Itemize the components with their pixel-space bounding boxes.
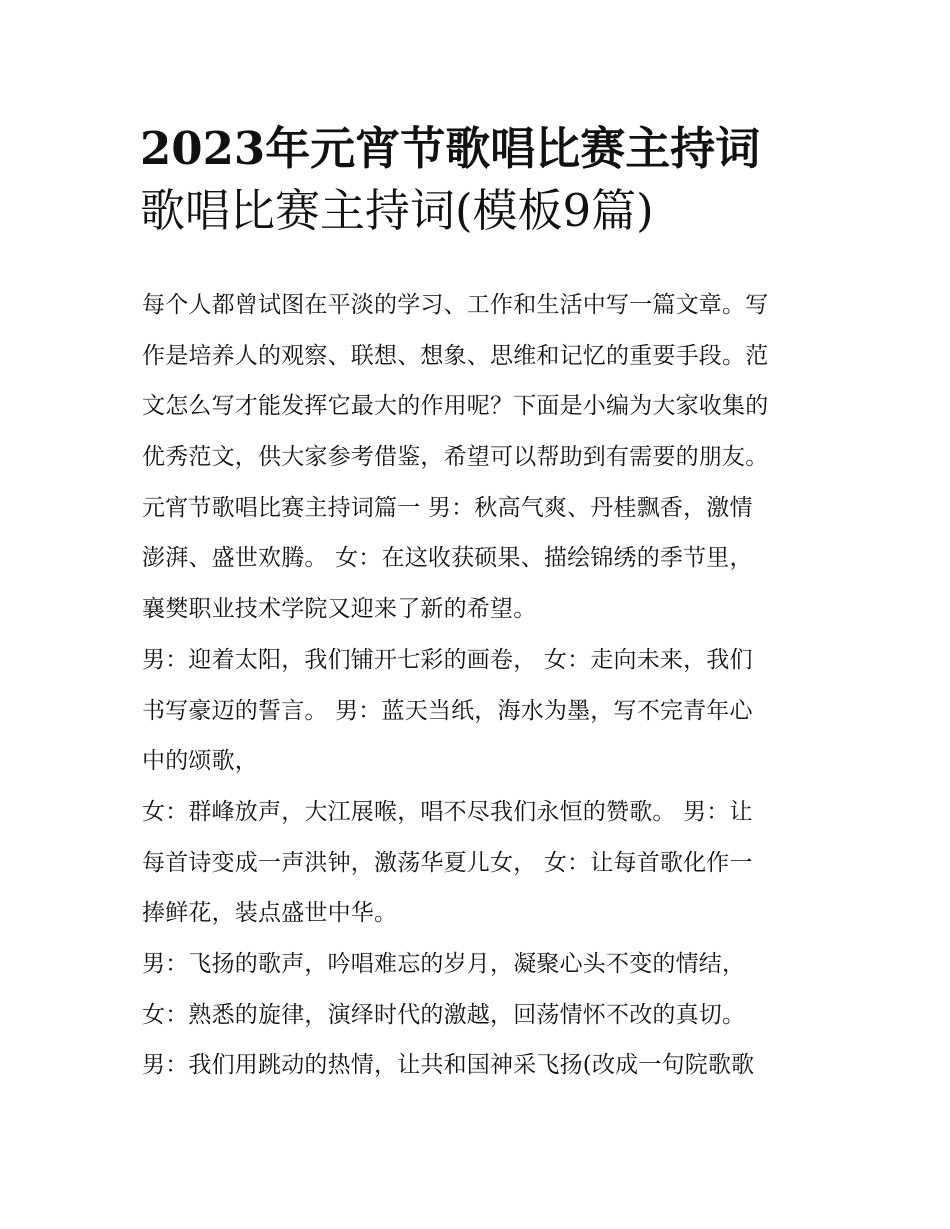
body-line: 中的颂歌， (142, 748, 258, 775)
body-line: 优秀范文，供大家参考借鉴，希望可以帮助到有需要的朋友。 (142, 444, 769, 471)
body-line: 作是培养人的观察、联想、想象、思维和记忆的重要手段。范 (142, 342, 769, 369)
body-line: 女：群峰放声，大江展喉，唱不尽我们永恒的赞歌。 男：让 (142, 798, 753, 825)
body-line: 襄樊职业技术学院又迎来了新的希望。 (142, 596, 537, 623)
body-line: 每个人都曾试图在平淡的学习、工作和生活中写一篇文章。写 (142, 292, 769, 318)
body-line: 文怎么写才能发挥它最大的作用呢？下面是小编为大家收集的 (142, 393, 769, 420)
body-line: 男：我们用跳动的热情，让共和国神采飞扬(改成一句院歌歌 (142, 1052, 755, 1079)
document-title (140, 118, 820, 242)
body-line: 书写豪迈的誓言。 男：蓝天当纸，海水为墨，写不完青年心 (142, 697, 753, 724)
document-body (142, 280, 822, 1091)
body-line: 男：飞扬的歌声，吟唱难忘的岁月，凝聚心头不变的情结， (142, 950, 746, 977)
body-line: 每首诗变成一声洪钟，激荡华夏儿女， 女：让每首歌化作一 (142, 849, 753, 876)
body-line: 女：熟悉的旋律，演绎时代的激越，回荡情怀不改的真切。 (142, 1001, 746, 1028)
body-line: 澎湃、盛世欢腾。 女：在这收获硕果、描绘锦绣的季节里， (142, 545, 753, 572)
title-line-2: 歌唱比赛主持词(模板9篇) (140, 184, 654, 237)
body-line: 捧鲜花，装点盛世中华。 (142, 900, 398, 927)
body-line: 元宵节歌唱比赛主持词篇一 男：秋高气爽、丹桂飘香，激情 (142, 494, 753, 521)
title-line-1: 2023年元宵节歌唱比赛主持词 (140, 122, 761, 175)
body-line: 男：迎着太阳，我们铺开七彩的画卷， 女：走向未来，我们 (142, 646, 753, 673)
